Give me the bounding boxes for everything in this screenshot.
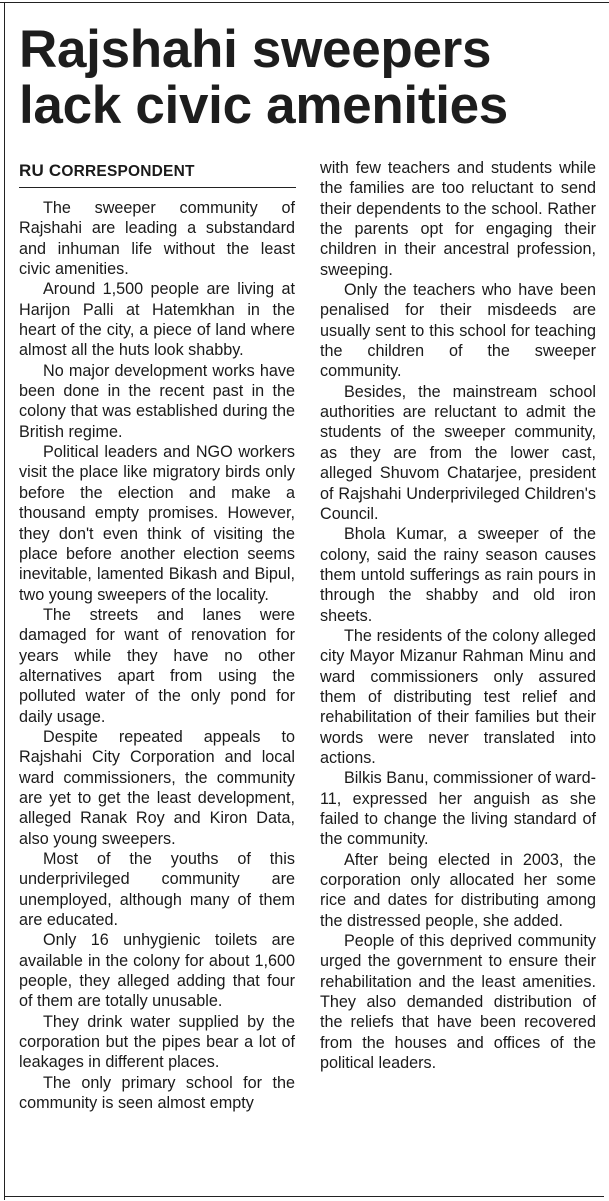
paragraph: Only 16 unhygienic toilets are available in the colony for about 1,600 people, they alleged adding that four of them are totally unusable. — [19, 931, 295, 1011]
byline-underline — [19, 187, 296, 188]
paragraph: They drink water supplied by the corporation but the pipes bear a lot of leakages in different places. — [19, 1012, 295, 1072]
paragraph: After being elected in 2003, the corporation only allocated her some rice and dates for distributing among the distressed people, she added. — [320, 850, 596, 930]
bottom-border-rule — [4, 1196, 604, 1197]
top-border-rule — [0, 2, 609, 3]
paragraph: Only the teachers who have been penalised for their misdeeds are usually sent to this school for teaching the children of the sweeper community. — [320, 281, 596, 381]
paragraph: Around 1,500 people are living at Harijon Palli at Hatemkhan in the heart of the city, a piece of land where almost all the huts look shabby. — [19, 280, 295, 360]
paragraph: Bilkis Banu, commissioner of ward-11, expressed her anguish as she failed to change the living standard of the community. — [320, 769, 596, 849]
paragraph: No major development works have been done in the recent past in the colony that was established during the British regime. — [19, 361, 295, 441]
article-column-2 — [320, 158, 596, 1073]
paragraph: Bhola Kumar, a sweeper of the colony, said the rainy season causes them untold sufferings as rain pours in through the shabby and old iron sheets. — [320, 525, 596, 625]
article-byline — [19, 160, 195, 183]
paragraph: The sweeper community of Rajshahi are leading a substandard and inhuman life without the least civic amenities. — [19, 199, 295, 279]
paragraph-continued: with few teachers and students while the families are too reluctant to send their dependents to the school. Rather the parents opt for engaging their children in their ancestral profession, sweeping. — [320, 159, 596, 279]
paragraph: Political leaders and NGO workers visit the place like migratory birds only before the election and make a thousand empty promises. However, they don't even think of visiting the place before another election seems inevitable, lamented Bikash and Bipul, two young sweepers of the locality. — [19, 443, 295, 604]
paragraph: The streets and lanes were damaged for want of renovation for years while they have no other alternatives apart from using the polluted water of the only pond for daily usage. — [19, 605, 295, 726]
article-column-1 — [19, 198, 295, 1113]
paragraph: Besides, the mainstream school authorities are reluctant to admit the students of the sweeper community, as they are from the lower cast, alleged Shuvom Chatarjee, president of Rajshahi Underprivileged Children's Council. — [320, 382, 596, 523]
paragraph: The residents of the colony alleged city Mayor Mizanur Rahman Minu and ward commissioners only assured them of distributing test relief and rehabilitation of their families but their words were never translated into actions. — [320, 626, 596, 767]
article-headline: Rajshahi sweepers lack civic amenities — [19, 20, 508, 135]
byline-initial: RU C — [19, 161, 62, 180]
byline-rest: ORRESPONDENT — [61, 163, 195, 180]
paragraph: Despite repeated appeals to Rajshahi City Corporation and local ward commissioners, the community are yet to get the least development, alleged Ranak Roy and Kiron Data, also young sweepers. — [19, 727, 295, 848]
paragraph: Most of the youths of this underprivileged community are unemployed, although many of them are educated. — [19, 850, 295, 930]
left-border-rule — [4, 2, 5, 1200]
paragraph: People of this deprived community urged the government to ensure their rehabilitation and the least amenities. They also demanded distribution of the reliefs that have been recovered from the houses and offices of the political leaders. — [320, 932, 596, 1073]
paragraph: The only primary school for the community is seen almost empty — [19, 1073, 295, 1113]
